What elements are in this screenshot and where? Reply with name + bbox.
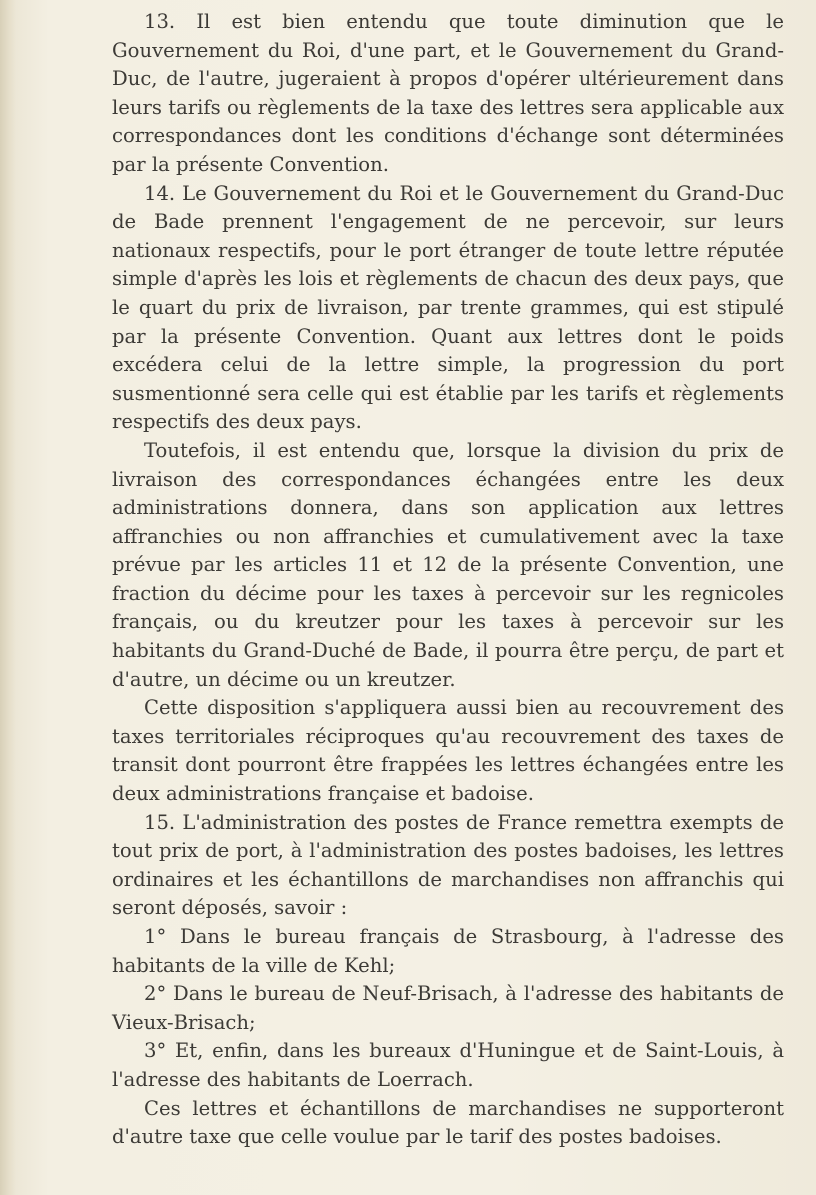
article-number: 15. — [144, 810, 176, 834]
article-number: 13. — [144, 10, 176, 33]
page-fold-shadow — [0, 0, 16, 1195]
paragraph-text: Il est bien entendu que toute diminution que le Gouvernement du Roi, d'une part, et le Gouvernement du Grand-Duc, de l'autre, jugeraient à propos d'opérer ultérieurement dans leurs tarifs ou règlements de la taxe des lettres sera applicable aux correspondances dont les conditions d'échange sont déterminées par la présente Convention. — [112, 10, 784, 176]
article-14 — [112, 180, 784, 437]
article-number: 14. — [144, 181, 176, 205]
paragraph-text: Dans le bureau français de Strasbourg, à l'adresse des habitants de la ville de Kehl; — [112, 925, 784, 977]
paragraph-text: Toutefois, il est entendu que, lorsque la division du prix de livraison des correspondances échangées entre les deux administrations donnera, dans son application aux lettres affranchies ou non affranchies et cumulativement avec la taxe prévue par les articles 11 et 12 de la présente Convention, une fraction du décime pour les taxes à percevoir sur les regnicoles français, ou du kreutzer pour les taxes à percevoir sur les habitants du Grand-Duché de Bade, il pourra être perçu, de part et d'autre, un décime ou un kreutzer. — [112, 438, 784, 691]
list-item — [112, 980, 784, 1037]
paragraph-text: Dans le bureau de Neuf-Brisach, à l'adresse des habitants de Vieux-Brisach; — [112, 982, 784, 1034]
paragraph-text: Ces lettres et échantillons de marchandises ne supporteront d'autre taxe que celle voulue par le tarif des postes badoises. — [112, 1096, 784, 1149]
paragraph-text: L'administration des postes de France remettra exempts de tout prix de port, à l'administration des postes badoises, les lettres ordinaires et les échantillons de marchandises non affranchis qui seront déposés, savoir : — [112, 810, 784, 920]
item-number: 3° — [144, 1039, 167, 1063]
list-item — [112, 1037, 784, 1094]
paragraph-text: Le Gouvernement du Roi et le Gouvernement du Grand-Duc de Bade prennent l'engagement de ne percevoir, sur leurs nationaux respectifs, pour le port étranger de toute lettre réputée simple d'après les lois et règlements de chacun des deux pays, que le quart du prix de livraison, par trente grammes, qui est stipulé par la présente Convention. Quant aux lettres dont le poids excédera celui de la lettre simple, la progression du port susmentionné sera celle qui est établie par les tarifs et règlements respectifs des deux pays. — [112, 181, 784, 434]
paragraph-toutefois — [112, 437, 784, 694]
item-number: 2° — [144, 982, 167, 1006]
paragraph-text: Cette disposition s'appliquera aussi bien au recouvrement des taxes territoriales réciproques qu'au recouvrement des taxes de transit dont pourront être frappées les lettres échangées entre les deux administrations française et badoise. — [112, 696, 784, 806]
list-item — [112, 923, 784, 980]
document-body — [112, 8, 784, 1152]
paragraph-cette-disposition — [112, 694, 784, 808]
item-number: 1° — [144, 925, 167, 948]
paragraph-text: Et, enfin, dans les bureaux d'Huningue et de Saint-Louis, à l'adresse des habitants de Loerrach. — [112, 1039, 785, 1091]
article-15 — [112, 809, 784, 923]
paragraph-closing — [112, 1095, 784, 1152]
article-13 — [112, 8, 784, 180]
